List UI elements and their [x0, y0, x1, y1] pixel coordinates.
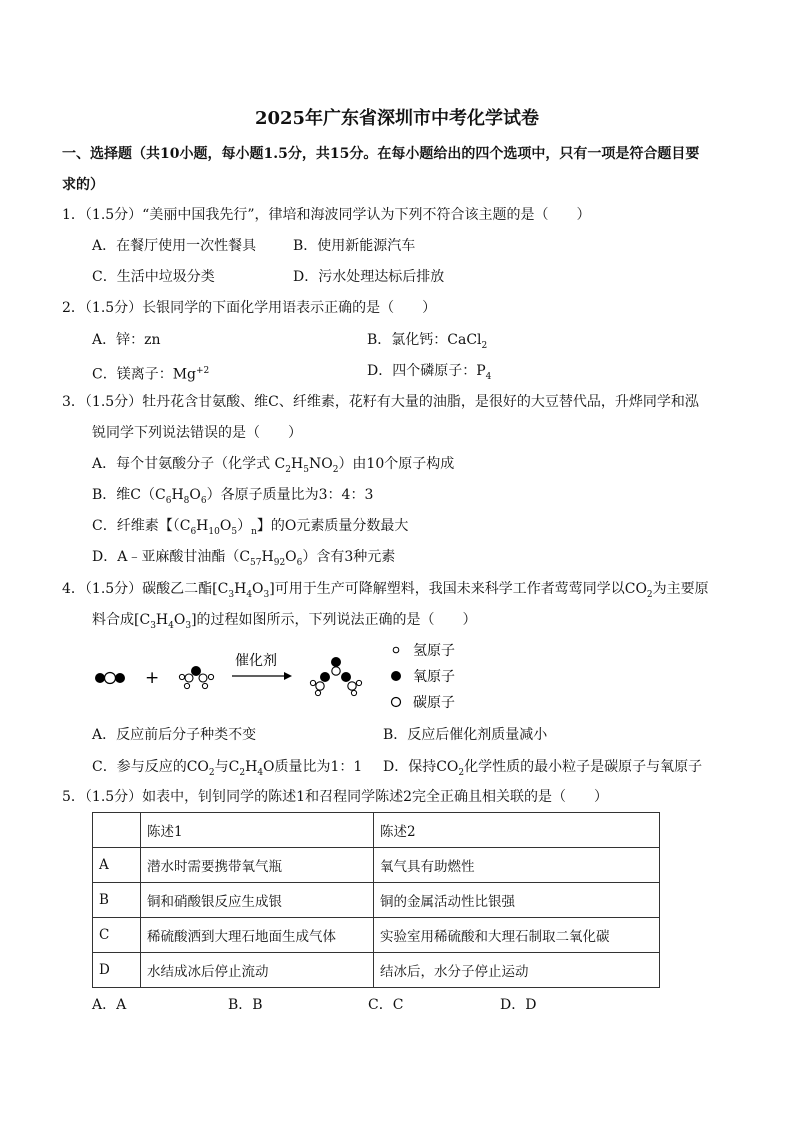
co2-molecule	[95, 673, 125, 684]
q3-stem-line1: 3．（1.5分）牡丹花含甘氨酸、维C、纤维素，花籽有大量的油脂，是很好的大豆替代品，升烨同学和泓	[62, 394, 699, 410]
q2-option-b: B．氯化钙：CaCl$_2$	[367, 332, 488, 351]
c3h4o3-molecule	[310, 657, 361, 696]
q3-option-d: D．A﹣亚麻酸甘油酯$(C_{57}H_{92}O_6)$含有3种元素	[92, 549, 396, 568]
q4-stem-line1: 4．（1.5分）碳酸乙二酯$[C_3H_4O_3]$可用于生产可降解塑料，我国未来科学工作者莺莺同学以$CO_2$为主要原	[62, 581, 709, 600]
catalyst-label: 催化剂	[235, 653, 277, 669]
q2-option-c: C．镁离子：$Mg^{+2}$	[92, 366, 210, 383]
legend-hydrogen-label: 氢原子	[413, 643, 455, 659]
table-cell: 稀硫酸洒到大理石地面生成气体	[141, 918, 374, 953]
q5-option-b: B．B	[228, 997, 263, 1013]
table-row	[93, 883, 660, 918]
q4-option-d: D．保持$CO_2$化学性质的最小粒子是碳原子与氧原子	[383, 759, 703, 778]
table-header-cell: 陈述1	[141, 813, 374, 848]
legend-oxygen-label: 氧原子	[413, 669, 455, 685]
section-instructions-line1: 一、选择题（共10小题，每小题1.5分，共15分。在每小题给出的四个选项中，只有一项是符合题目要	[62, 146, 700, 162]
q5-table	[92, 812, 660, 988]
table-cell: D	[93, 953, 141, 988]
table-cell: 结冰后，水分子停止运动	[374, 953, 660, 988]
q3-option-a: A．每个甘氨酸分子（化学式 $C_2H_5NO_2$）由10个原子构成	[92, 456, 455, 475]
plus-sign: +	[145, 668, 160, 688]
q1-option-b: B．使用新能源汽车	[293, 238, 416, 254]
table-cell: 实验室用稀硫酸和大理石制取二氧化碳	[374, 918, 660, 953]
q5-option-c: C．C	[368, 997, 404, 1013]
q3-option-c: C．纤维素【$(C_6H_{10}O_5)_n$】的O元素质量分数最大	[92, 518, 409, 537]
exam-title: 2025年广东省深圳市中考化学试卷	[254, 108, 540, 129]
table-header-cell	[93, 813, 141, 848]
q2-option-d: D．四个磷原子：$P_4$	[367, 363, 492, 382]
table-cell: 潜水时需要携带氧气瓶	[141, 848, 374, 883]
q5-stem: 5．（1.5分）如表中，钊钊同学的陈述1和召程同学陈述2完全正确且相关联的是（ ）	[62, 789, 608, 805]
table-cell: 水结成冰后停止流动	[141, 953, 374, 988]
table-cell: 铜和硝酸银反应生成银	[141, 883, 374, 918]
q1-option-d: D．污水处理达标后排放	[293, 269, 445, 285]
c2h4o-molecule	[179, 666, 213, 689]
table-row	[93, 848, 660, 883]
q4-option-b: B．反应后催化剂质量减小	[383, 727, 548, 743]
table-header-cell: 陈述2	[374, 813, 660, 848]
legend-oxygen-icon	[391, 671, 401, 681]
reaction-diagram	[92, 640, 492, 712]
table-cell: A	[93, 848, 141, 883]
q2-option-a: A．锌：zn	[92, 332, 161, 348]
q4-stem-line2: 料合成$[C_3H_4O_3]$的过程如图所示，下列说法正确的是（ ）	[92, 612, 477, 631]
table-cell: C	[93, 918, 141, 953]
legend-carbon-label: 碳原子	[413, 695, 455, 711]
q4-option-c: C．参与反应的$CO_2$与$C_2H_4O$质量比为1：1	[92, 759, 363, 778]
table-row	[93, 918, 660, 953]
table-row	[93, 953, 660, 988]
table-cell: 氧气具有助燃性	[374, 848, 660, 883]
q3-option-b: B．维$C(C_6H_8O_6)$各原子质量比为3：4：3	[92, 487, 374, 506]
q1-stem: 1．（1.5分）“美丽中国我先行”，律培和海波同学认为下列不符合该主题的是（ ）	[62, 207, 591, 223]
q1-option-c: C．生活中垃圾分类	[92, 269, 215, 285]
q2-stem: 2．（1.5分）长银同学的下面化学用语表示正确的是（ ）	[62, 300, 437, 316]
table-cell: 铜的金属活动性比银强	[374, 883, 660, 918]
q3-stem-line2: 锐同学下列说法错误的是（ ）	[92, 425, 302, 441]
section-instructions-line2: 求的）	[62, 177, 104, 193]
table-cell: B	[93, 883, 141, 918]
table-header-row	[93, 813, 660, 848]
legend-hydrogen-icon	[393, 647, 399, 653]
q5-option-d: D．D	[500, 997, 537, 1013]
q5-option-a: A．A	[92, 997, 127, 1013]
q4-option-a: A．反应前后分子种类不变	[92, 727, 257, 743]
arrow-head-icon	[284, 672, 292, 680]
legend-carbon-icon	[392, 698, 401, 707]
q1-option-a: A．在餐厅使用一次性餐具	[92, 238, 257, 254]
